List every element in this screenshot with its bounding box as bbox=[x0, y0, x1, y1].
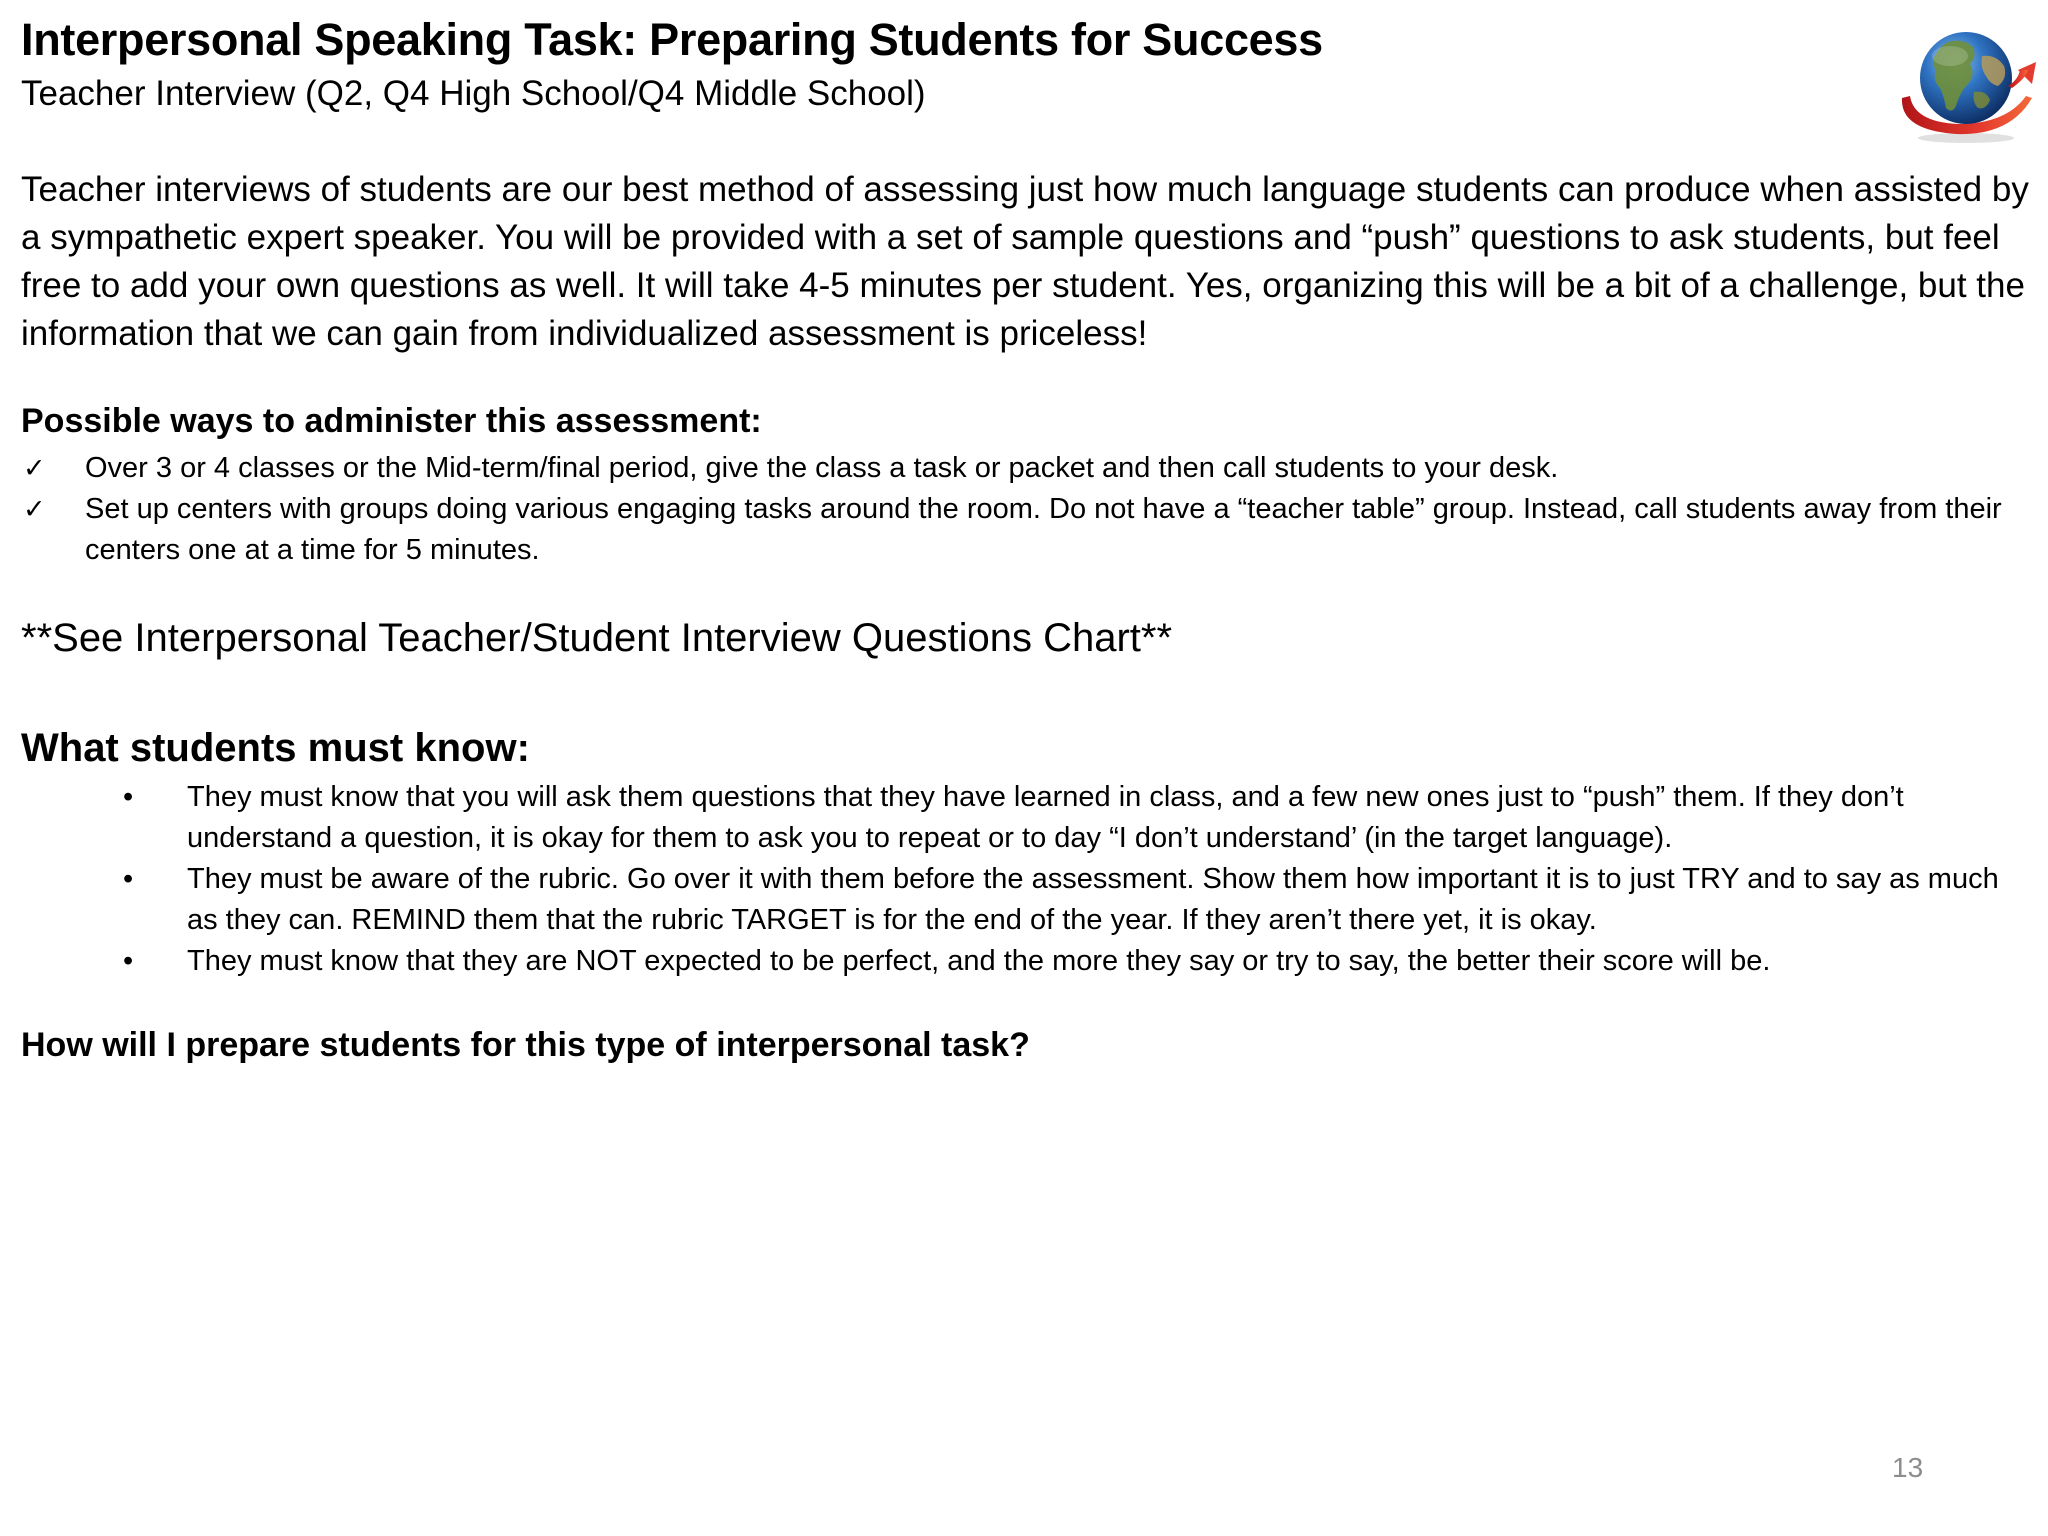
list-item-text: They must know that you will ask them questions that they have learned in class, and a few new ones just to “push” them. If they don’t understand a question, it is okay for them to ask you to repeat or to day “I don’t understand’ (in the target language). bbox=[187, 781, 1904, 854]
slide-subtitle: Teacher Interview (Q2, Q4 High School/Q4 Middle School) bbox=[21, 74, 926, 113]
list-item-text: They must be aware of the rubric. Go over it with them before the assessment. Show them how important it is to just TRY and to say as much as they can. REMIND them that the rubric TARGET is for the end of the year. If they aren’t there yet, it is okay. bbox=[187, 863, 1999, 936]
list-item bbox=[0, 859, 2020, 941]
list-item-text: Over 3 or 4 classes or the Mid-term/final period, give the class a task or packet and then call students to your desk. bbox=[85, 452, 1559, 484]
list-item bbox=[21, 448, 2031, 489]
administer-heading: Possible ways to administer this assessment: bbox=[21, 402, 762, 440]
check-mark-icon: ✓ bbox=[23, 494, 46, 525]
list-item bbox=[21, 489, 2031, 571]
list-item-text: They must know that they are NOT expected to be perfect, and the more they say or try to say, the better their score will be. bbox=[187, 945, 1771, 977]
bullet-dot-icon: • bbox=[123, 781, 134, 813]
must-know-list bbox=[0, 777, 2020, 982]
globe-with-arrow-icon bbox=[1886, 26, 2046, 146]
list-item bbox=[0, 941, 2020, 982]
administer-list bbox=[21, 448, 2031, 571]
page-number: 13 bbox=[1892, 1452, 1924, 1483]
list-item-text: Set up centers with groups doing various engaging tasks around the room. Do not have a “teacher table” group. Instead, call students away from their centers one at a time for 5 minutes. bbox=[85, 493, 2002, 566]
chart-reference: **See Interpersonal Teacher/Student Interview Questions Chart** bbox=[21, 616, 1173, 660]
bullet-dot-icon: • bbox=[123, 945, 134, 977]
bullet-dot-icon: • bbox=[123, 863, 134, 895]
list-item bbox=[0, 777, 2020, 859]
prepare-heading: How will I prepare students for this type of interpersonal task? bbox=[21, 1026, 1030, 1064]
must-know-heading: What students must know: bbox=[21, 726, 530, 770]
intro-paragraph: Teacher interviews of students are our best method of assessing just how much language students can produce when assisted by a sympathetic expert speaker. You will be provided with a set of sample questions and “push” questions to ask students, but feel free to add your own questions as well. It will take 4-5 minutes per student. Yes, organizing this will be a bit of a challenge, but the information that we can gain from individualized assessment is priceless! bbox=[21, 170, 2029, 353]
check-mark-icon: ✓ bbox=[23, 453, 46, 484]
slide-title: Interpersonal Speaking Task: Preparing Students for Success bbox=[21, 14, 1323, 65]
